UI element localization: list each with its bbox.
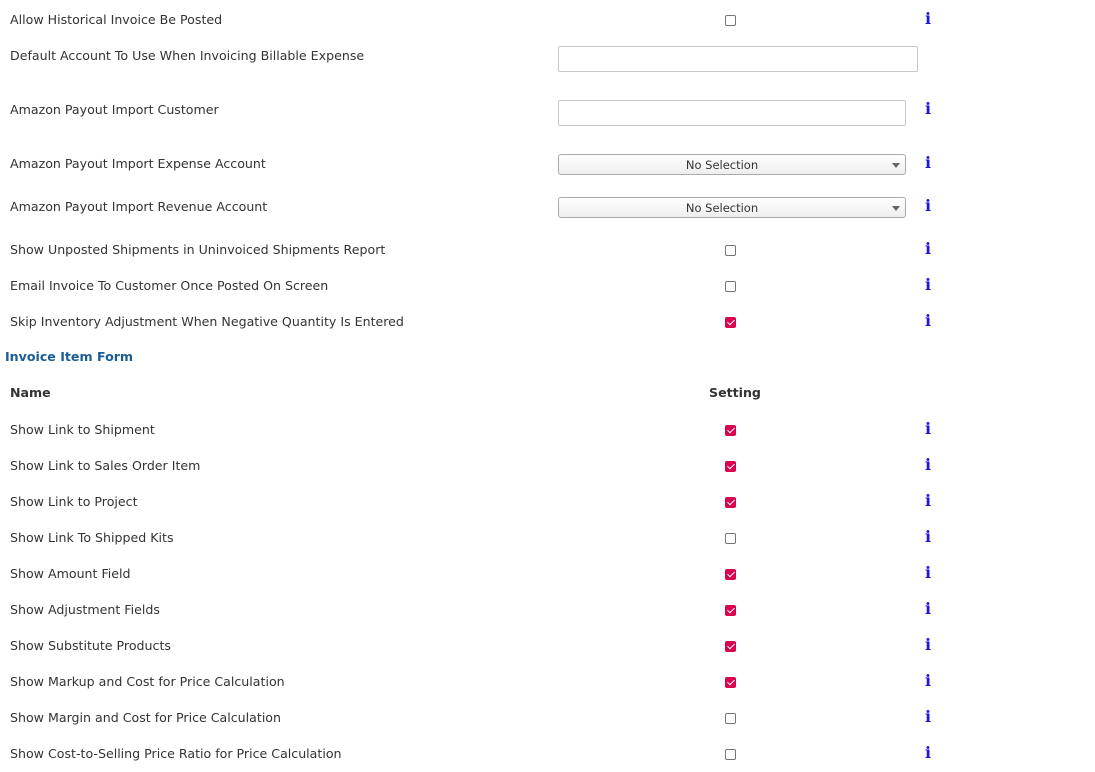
list-item	[0, 634, 1095, 658]
setting-label: Show Link to Shipment	[10, 422, 155, 437]
setting-label: Show Unposted Shipments in Uninvoiced Shipments Report	[10, 242, 386, 257]
setting-row-email-invoice	[0, 274, 1095, 298]
info-icon[interactable]: i	[925, 563, 932, 582]
setting-row-unposted-shipments	[0, 238, 1095, 262]
info-icon[interactable]: i	[925, 527, 932, 546]
amazon-revenue-select[interactable]	[558, 197, 906, 218]
setting-label: Skip Inventory Adjustment When Negative Quantity Is Entered	[10, 314, 404, 329]
setting-label: Amazon Payout Import Expense Account	[10, 156, 266, 171]
setting-label: Show Link to Project	[10, 494, 138, 509]
info-icon[interactable]: i	[925, 275, 932, 294]
setting-checkbox[interactable]	[725, 605, 736, 616]
setting-checkbox[interactable]	[725, 641, 736, 652]
setting-checkbox[interactable]	[725, 461, 736, 472]
default-account-input[interactable]	[558, 46, 918, 72]
skip-inventory-checkbox[interactable]	[725, 317, 736, 328]
setting-checkbox[interactable]	[725, 749, 736, 760]
list-item	[0, 454, 1095, 478]
setting-label: Show Link to Sales Order Item	[10, 458, 201, 473]
info-icon[interactable]: i	[925, 9, 932, 28]
list-item	[0, 598, 1095, 622]
setting-label: Amazon Payout Import Revenue Account	[10, 199, 268, 214]
allow-historical-checkbox[interactable]	[725, 15, 736, 26]
section-title: Invoice Item Form	[5, 349, 134, 364]
info-icon[interactable]: i	[925, 419, 932, 438]
setting-label: Show Margin and Cost for Price Calculation	[10, 710, 281, 725]
info-icon[interactable]: i	[925, 311, 932, 330]
setting-label: Show Substitute Products	[10, 638, 171, 653]
select-value: No Selection	[685, 158, 759, 172]
info-icon[interactable]: i	[925, 671, 932, 690]
info-icon[interactable]: i	[925, 707, 932, 726]
list-item	[0, 670, 1095, 694]
amazon-customer-input[interactable]	[558, 100, 906, 126]
list-item	[0, 418, 1095, 442]
list-item	[0, 526, 1095, 550]
setting-checkbox[interactable]	[725, 569, 736, 580]
column-header-setting: Setting	[709, 385, 761, 400]
setting-row-allow-historical	[0, 8, 1095, 32]
setting-label: Email Invoice To Customer Once Posted On Screen	[10, 278, 329, 293]
setting-row-default-account	[0, 44, 1095, 68]
setting-label: Show Adjustment Fields	[10, 602, 160, 617]
amazon-expense-select[interactable]	[558, 154, 906, 175]
info-icon[interactable]: i	[925, 455, 932, 474]
setting-label: Amazon Payout Import Customer	[10, 102, 219, 117]
list-item	[0, 562, 1095, 586]
setting-label: Show Amount Field	[10, 566, 131, 581]
setting-row-amazon-expense	[0, 152, 1095, 176]
setting-label: Allow Historical Invoice Be Posted	[10, 12, 223, 27]
setting-label: Show Markup and Cost for Price Calculation	[10, 674, 285, 689]
list-item	[0, 490, 1095, 514]
setting-row-amazon-revenue	[0, 195, 1095, 219]
email-invoice-checkbox[interactable]	[725, 281, 736, 292]
info-icon[interactable]: i	[925, 153, 932, 172]
select-value: No Selection	[685, 201, 759, 215]
list-item	[0, 742, 1095, 766]
setting-checkbox[interactable]	[725, 425, 736, 436]
setting-label: Show Link To Shipped Kits	[10, 530, 174, 545]
setting-checkbox[interactable]	[725, 497, 736, 508]
info-icon[interactable]: i	[925, 196, 932, 215]
setting-label: Show Cost-to-Selling Price Ratio for Price Calculation	[10, 746, 342, 761]
setting-checkbox[interactable]	[725, 713, 736, 724]
info-icon[interactable]: i	[925, 491, 932, 510]
info-icon[interactable]: i	[925, 599, 932, 618]
setting-label: Default Account To Use When Invoicing Billable Expense	[10, 48, 365, 63]
setting-row-skip-inventory	[0, 310, 1095, 334]
setting-checkbox[interactable]	[725, 533, 736, 544]
chevron-down-icon	[892, 206, 900, 211]
info-icon[interactable]: i	[925, 743, 932, 762]
info-icon[interactable]: i	[925, 635, 932, 654]
info-icon[interactable]: i	[925, 99, 932, 118]
list-item	[0, 706, 1095, 730]
column-header-name: Name	[10, 385, 51, 400]
chevron-down-icon	[892, 163, 900, 168]
setting-checkbox[interactable]	[725, 677, 736, 688]
info-icon[interactable]: i	[925, 239, 932, 258]
setting-row-amazon-customer	[0, 98, 1095, 122]
unposted-shipments-checkbox[interactable]	[725, 245, 736, 256]
